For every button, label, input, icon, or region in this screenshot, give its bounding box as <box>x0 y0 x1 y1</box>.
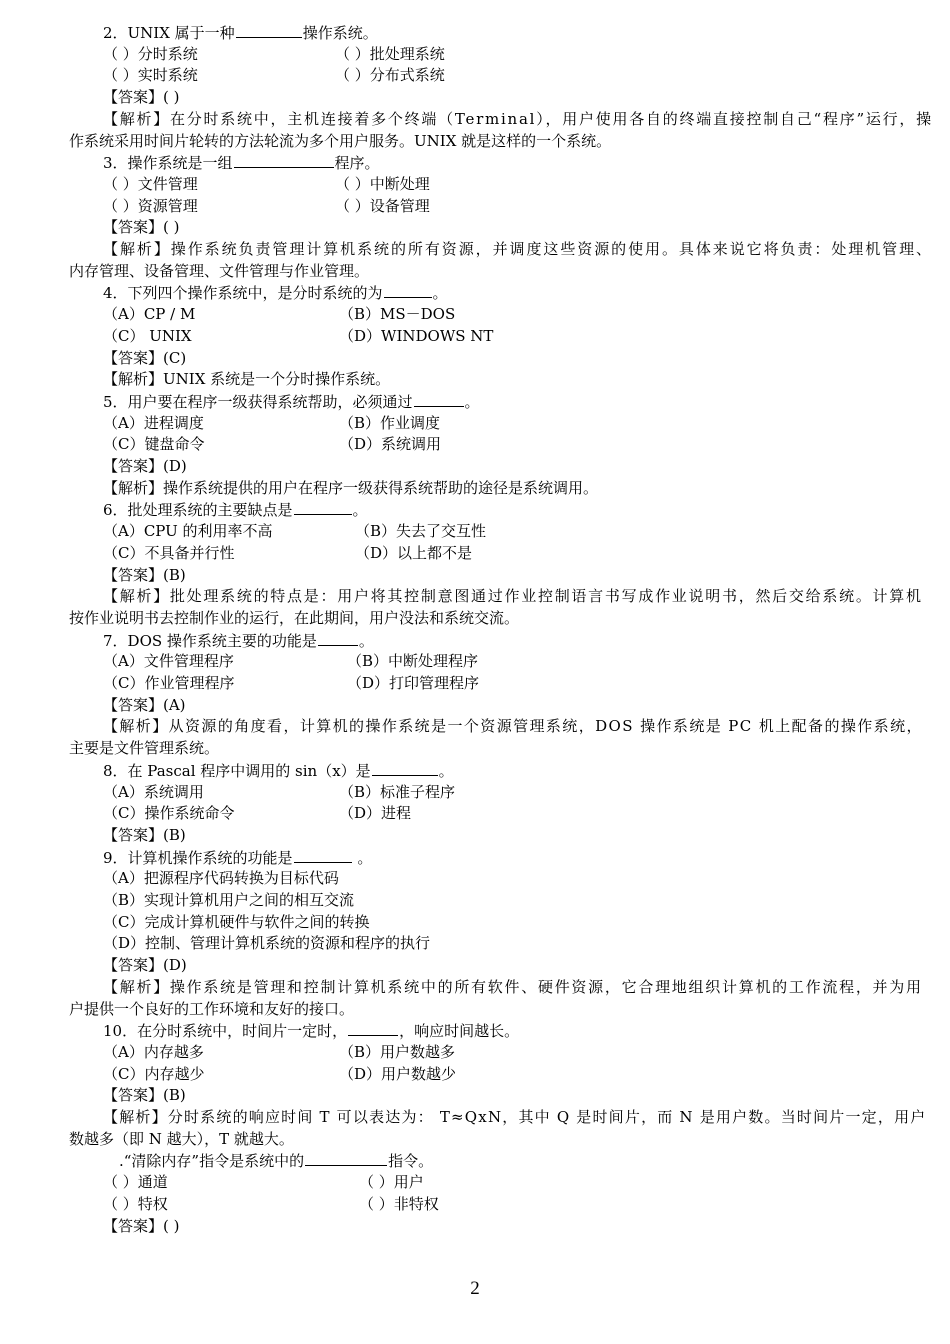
text-line <box>103 1216 179 1238</box>
option-right: （B）MS－DOS <box>339 305 456 324</box>
option-right: （B）用户数越多 <box>339 1042 456 1061</box>
option-left: （A）系统调用 <box>103 782 204 801</box>
text-segment: ，响应时间越长。 <box>399 1022 520 1041</box>
text-line <box>69 999 354 1021</box>
text-segment: .“清除内存”指令是系统中的 <box>119 1152 305 1171</box>
text-segment: 【解析】从资源的角度看，计算机的操作系统是一个资源管理系统，DOS 操作系统是 PC 机上配备的操作系统， <box>103 717 923 736</box>
option-right: （ ）非特权 <box>359 1194 439 1213</box>
option-right: （ ）设备管理 <box>335 196 430 215</box>
text-segment: 9．计算机操作系统的功能是 <box>103 848 293 867</box>
text-segment: 【解析】操作系统负责管理计算机系统的所有资源，并调度这些资源的使用。具体来说它将负责：处理机管理、 <box>103 240 933 258</box>
text-segment: 7．DOS 操作系统主要的功能是 <box>103 631 317 650</box>
text-line <box>103 760 454 782</box>
fill-in-blank <box>372 760 438 776</box>
text-segment: 。 <box>352 848 373 867</box>
text-segment: 户提供一个良好的工作环境和友好的接口。 <box>69 999 355 1018</box>
text-line <box>103 1064 457 1086</box>
option-left: （A）进程调度 <box>103 413 204 432</box>
text-line <box>103 565 186 587</box>
text-line <box>103 868 339 890</box>
text-line <box>103 196 430 218</box>
text-line <box>103 109 933 131</box>
text-segment: 。 <box>432 284 448 303</box>
option-right: （D）打印管理程序 <box>347 674 480 692</box>
text-segment: 【答案】(B) <box>103 1086 186 1105</box>
text-segment: 【解析】UNIX 系统是一个分时操作系统。 <box>103 370 391 389</box>
text-line <box>103 217 179 239</box>
fill-in-blank <box>236 22 302 38</box>
text-segment: 5．用户要在程序一级获得系统帮助，必须通过 <box>103 392 413 411</box>
fill-in-blank <box>318 630 358 646</box>
option-left: （ ）通道 <box>103 1173 168 1192</box>
option-right: （ ）批处理系统 <box>335 44 445 63</box>
text-segment: 10．在分时系统中，时间片一定时， <box>103 1022 348 1041</box>
text-segment: 程序。 <box>334 154 380 173</box>
text-segment: 按作业说明书去控制作业的运行，在此期间，用户没法和系统交流。 <box>69 608 520 627</box>
text-segment: 指令。 <box>388 1152 434 1171</box>
fill-in-blank <box>294 499 352 515</box>
text-segment: （D）控制、管理计算机系统的资源和程序的执行 <box>103 934 431 953</box>
fill-in-blank <box>384 282 432 298</box>
text-line <box>103 825 186 847</box>
text-segment: 。 <box>358 631 374 650</box>
page-number: 2 <box>470 1278 480 1299</box>
text-line <box>103 933 430 955</box>
option-right: （B）失去了交互性 <box>355 522 487 541</box>
text-line <box>103 1194 439 1216</box>
option-left: （C）作业管理程序 <box>103 674 235 692</box>
text-line <box>69 1129 294 1151</box>
text-segment: 6．批处理系统的主要缺点是 <box>103 501 293 520</box>
text-segment: 【答案】(B) <box>103 565 186 584</box>
text-line <box>69 608 519 630</box>
text-line <box>103 1107 926 1129</box>
text-line <box>103 673 480 695</box>
text-segment: 【答案】(D) <box>103 457 187 475</box>
text-line <box>103 847 372 869</box>
text-segment: 。 <box>352 501 368 520</box>
text-line <box>103 955 187 977</box>
text-line <box>103 282 448 304</box>
fill-in-blank <box>348 1020 398 1036</box>
option-left: （A）文件管理程序 <box>103 652 234 671</box>
text-segment: 【答案】(D) <box>103 956 187 975</box>
text-segment: （C）完成计算机硬件与软件之间的转换 <box>103 912 370 931</box>
text-segment: 。 <box>438 761 454 780</box>
text-line <box>69 738 219 760</box>
text-segment: 【答案】( ) <box>103 1216 180 1235</box>
option-left: （ ）资源管理 <box>103 196 198 215</box>
text-segment: 操作系统。 <box>302 24 378 42</box>
text-line <box>103 174 430 196</box>
fill-in-blank <box>234 152 334 168</box>
text-segment: 【答案】(A) <box>103 695 186 714</box>
text-line <box>69 131 611 153</box>
text-line <box>103 87 179 109</box>
text-line <box>103 44 445 66</box>
text-line <box>119 1150 433 1172</box>
text-segment: 【解析】操作系统提供的用户在程序一级获得系统帮助的途径是系统调用。 <box>103 478 599 497</box>
text-line <box>103 22 378 44</box>
option-left: （ ）特权 <box>103 1194 168 1213</box>
text-line <box>69 261 369 283</box>
option-right: （D）WINDOWS NT <box>339 326 494 345</box>
text-line <box>103 912 369 934</box>
text-line <box>103 521 487 543</box>
text-line <box>103 630 374 652</box>
text-line <box>103 977 923 999</box>
option-right: （B）中断处理程序 <box>347 652 479 671</box>
fill-in-blank <box>414 391 464 407</box>
option-right: （ ）中断处理 <box>335 174 430 193</box>
option-left: （A）CPU 的利用率不高 <box>103 522 273 541</box>
option-right: （B）标准子程序 <box>339 782 456 801</box>
text-segment: 【解析】操作系统是管理和控制计算机系统中的所有软件、硬件资源，它合理地组织计算机的工作流程，并为用 <box>103 977 923 996</box>
option-left: （C）内存越少 <box>103 1064 205 1083</box>
text-segment: 【答案】(C) <box>103 348 187 367</box>
text-segment: 3．操作系统是一组 <box>103 154 233 173</box>
option-right: （D）用户数越少 <box>339 1064 457 1083</box>
text-line <box>103 651 479 673</box>
option-right: （B）作业调度 <box>339 413 441 432</box>
text-segment: 数越多（即 N 越大），T 就越大。 <box>69 1129 294 1148</box>
text-segment: 【解析】分时系统的响应时间 T 可以表达为： T≈QxN，其中 Q 是时间片，而 N 是用户数。当时间片一定，用户 <box>103 1108 927 1126</box>
option-right: （D）系统调用 <box>339 435 442 454</box>
text-segment: 作系统采用时间片轮转的方法轮流为多个用户服务。UNIX 就是这样的一个系统。 <box>69 131 612 150</box>
fill-in-blank <box>305 1150 387 1166</box>
text-line <box>103 304 456 326</box>
text-segment: （A）把源程序代码转换为目标代码 <box>103 869 339 888</box>
option-left: （ ）分时系统 <box>103 44 198 63</box>
text-segment: 内存管理、设备管理、文件管理与作业管理。 <box>69 261 370 280</box>
option-left: （A）CP / M <box>103 305 196 324</box>
text-segment: 主要是文件管理系统。 <box>69 739 220 758</box>
text-line <box>103 413 441 435</box>
option-left: （ ）文件管理 <box>103 174 198 193</box>
text-segment: 【解析】批处理系统的特点是：用户将其控制意图通过作业控制语言书写成作业说明书，然后交给系统。计算机 <box>103 587 923 606</box>
text-line <box>103 1172 424 1194</box>
text-segment: （B）实现计算机用户之间的相互交流 <box>103 891 355 909</box>
option-left: （C）键盘命令 <box>103 435 205 454</box>
text-line <box>103 1085 186 1107</box>
text-line <box>103 890 354 912</box>
text-line <box>103 1020 519 1042</box>
text-line <box>103 803 412 825</box>
text-line <box>103 716 923 738</box>
text-line <box>103 326 494 348</box>
option-left: （A）内存越多 <box>103 1042 204 1061</box>
text-line <box>103 543 473 565</box>
text-segment: 【答案】( ) <box>103 218 180 237</box>
text-line <box>103 456 187 478</box>
text-segment: 【解析】在分时系统中，主机连接着多个终端（Terminal），用户使用各自的终端直接控制自己“程序”运行，操 <box>103 109 933 128</box>
text-line <box>103 1042 456 1064</box>
text-line <box>103 152 380 174</box>
text-line <box>103 478 598 500</box>
text-segment: 【答案】(B) <box>103 825 186 844</box>
text-line <box>103 695 186 717</box>
text-line <box>103 586 923 608</box>
text-segment: 2．UNIX 属于一种 <box>103 24 235 42</box>
text-segment: 。 <box>464 392 480 411</box>
option-left: （C）操作系统命令 <box>103 804 235 823</box>
text-line <box>103 65 445 87</box>
text-segment: 4．下列四个操作系统中，是分时系统的为 <box>103 284 383 303</box>
text-line <box>103 391 480 413</box>
text-line <box>103 499 368 521</box>
text-line <box>103 348 186 370</box>
option-right: （ ）用户 <box>359 1173 424 1192</box>
text-segment: 8．在 Pascal 程序中调用的 sin（x）是 <box>103 761 371 780</box>
option-right: （ ）分布式系统 <box>335 66 445 85</box>
option-left: （C）不具备并行性 <box>103 543 235 562</box>
text-line <box>103 369 390 391</box>
text-segment: 【答案】( ) <box>103 88 180 107</box>
option-left: （C） UNIX <box>103 326 192 345</box>
fill-in-blank <box>294 847 352 863</box>
text-line <box>103 782 456 804</box>
option-right: （D）以上都不是 <box>355 543 473 562</box>
text-line <box>103 239 933 261</box>
option-right: （D）进程 <box>339 804 412 823</box>
text-line <box>103 434 442 456</box>
option-left: （ ）实时系统 <box>103 66 198 85</box>
